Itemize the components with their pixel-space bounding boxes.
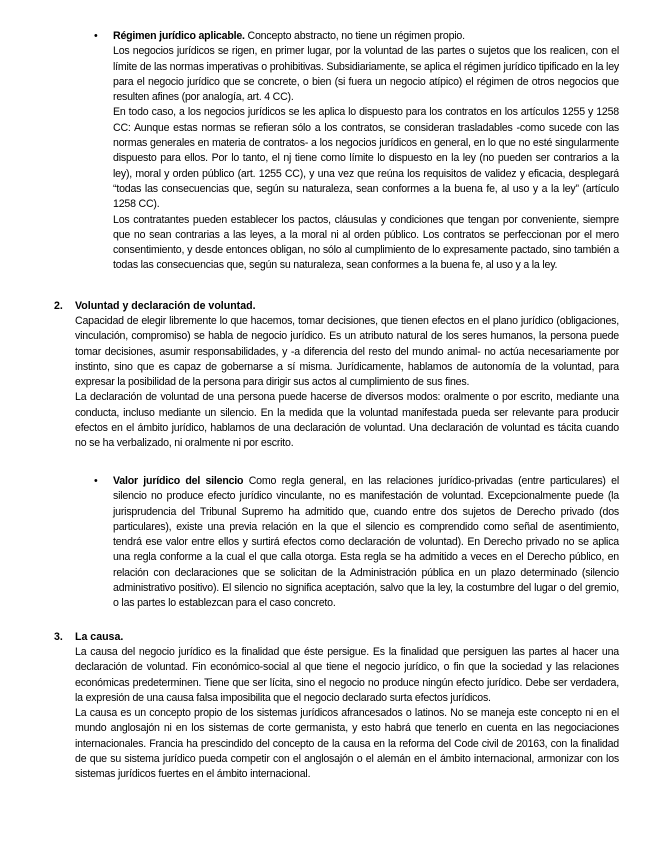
regimen-juridico-lead: Concepto abstracto, no tiene un régimen propio. (247, 30, 465, 42)
section-3-number: 3. (54, 631, 63, 643)
regimen-juridico-paragraph: Los contratantes pueden establecer los pactos, cláusulas y condiciones que tengan por conveniente, siempre que no sean contrarias a las leyes, a la moral ni al orden público. Los contratos se perfeccionan por el mero consentimiento, y desde entonces obligan, no sólo al cumplimiento de lo expresamente pactado, sino también a todas las consecuencias que, según su naturaleza, sean conformes a la buena fe, al uso y a la ley. (113, 213, 619, 272)
silencio-text: Como regla general, en las relaciones jurídico-privadas (entre particulares) el silencio no produce efecto jurídico vinculante, no es manifestación de voluntad. Excepcionalmente puede (la jurisprudencia del Tribunal Supremo ha admitido que, cuando entre dos sujetos de Derecho privado (dos particulares), existe una previa relación en la que el silencio es comprendido como señal de asentimiento, tendrá ese valor entre ellos y surtirá efectos como declaración de voluntad). En Derecho privado no se aplica una regla conforme a la cual el que calla otorga. Esta regla se ha admitido a veces en el Derecho público, en relación con declaraciones que se solicitan de la Administración pública en un plazo determinado (silencio administrativo positivo). El silencio no significa aceptación, salvo que la ley, la costumbre del lugar o del gremio, o las partes lo establezcan para el caso concreto. (113, 475, 619, 610)
silencio-paragraph (113, 474, 619, 612)
section-2-body (75, 314, 619, 452)
regimen-juridico-paragraph: En todo caso, a los negocios jurídicos se les aplica lo dispuesto para los contratos en los artículos 1255 y 1258 CC: Aunque estas normas se refieran sólo a los contratos, se consideran trasladables -como sucede con las normas generales en materia de contratos- a los negocios jurídicos en general, en lo que no esté singularmente dispuesto para ellos. Por lo tanto, el nj tiene como límite lo dispuesto en la ley (no pueden ser contrarios a la ley), moral y orden público (art. 1255 CC), y una vez que reúna los requisitos de validez y eficacia, desplegará “todas las consecuencias que, según su naturaleza, sean conformes a la buena fe, al uso y a la ley” (artículo 1258 CC). (113, 106, 619, 211)
regimen-juridico-heading-line (113, 29, 619, 44)
section-2-paragraph: La declaración de voluntad de una persona puede hacerse de diversos modos: oralmente o por escrito, mediante una conducta, incluso mediante un silencio. En la medida que la voluntad manifestada pueda ser relevante para producir efectos en el ámbito jurídico, hablamos de una declaración de voluntad. Una declaración de voluntad es tácita cuando no se ha verbalizado, ni oralmente ni por escrito. (75, 391, 619, 450)
section-3-paragraph: La causa del negocio jurídico es la finalidad que éste persigue. Es la finalidad que persiguen las partes al hacer una declaración de voluntad. Fin económico-social al que tiene el negocio jurídico, o fin que la sociedad y las relaciones económicas predeterminen. Tiene que ser lícita, sino el negocio no produce ningún efecto jurídico. Debe ser verdadera, la expresión de una causa falsa imposibilita que el negocio declarado surta efectos jurídicos. (75, 646, 619, 704)
section-2-paragraph: Capacidad de elegir libremente lo que hacemos, tomar decisiones, que tienen efectos en el plano jurídico (obligaciones, vinculación, compromiso) se habla de negocio jurídico. Es un atributo natural de los seres humanos, la persona puede tomar decisiones, asumir responsabilidades, y -a diferencia del resto del mundo animal- no actúa necesariamente por instinto, sino que es capaz de gobernarse a sí misma. Jurídicamente, hablamos de autonomía de la voluntad, para expresar la posibilidad de la persona para dirigir sus actos al cumplimiento de sus fines. (75, 315, 619, 389)
regimen-juridico-paragraph: Los negocios jurídicos se rigen, en primer lugar, por la voluntad de las partes o sujetos que los realicen, con el límite de las normas imperativas o prohibitivas. Subsidiariamente, se aplica el régimen jurídico tipificado en la ley para el negocio jurídico que se concrete, o bien (si fuera un negocio atípico) el régimen de otros negocios que resulten afines (por analogía, art. 4 CC). (113, 45, 619, 104)
section-3-title: La causa. (75, 631, 124, 643)
section-3-paragraph: La causa es un concepto propio de los sistemas jurídicos afrancesados o latinos. No se maneja este concepto ni en el mundo anglosajón ni en los sistemas de corte germanista, y esto habrá que tenerlo en cuenta en las negociaciones internacionales. Francia ha prescindido del concepto de la causa en la reforma del Code civil de 20163, con la finalidad de que su sistema jurídico pueda competir con el anglosajón o el alemán en el ámbito internacional, armonizar con los sistemas jurídicos fuertes en el ámbito internacional. (75, 707, 619, 781)
section-3-body (75, 645, 619, 783)
silencio-block (113, 474, 619, 612)
section-2-title: Voluntad y declaración de voluntad. (75, 300, 256, 312)
silencio-title: Valor jurídico del silencio (113, 475, 244, 487)
regimen-juridico-title: Régimen jurídico aplicable. (113, 30, 245, 42)
regimen-juridico-block (113, 29, 619, 274)
section-2-number: 2. (54, 300, 63, 312)
bullet-marker: • (94, 475, 98, 487)
bullet-marker: • (94, 30, 98, 42)
